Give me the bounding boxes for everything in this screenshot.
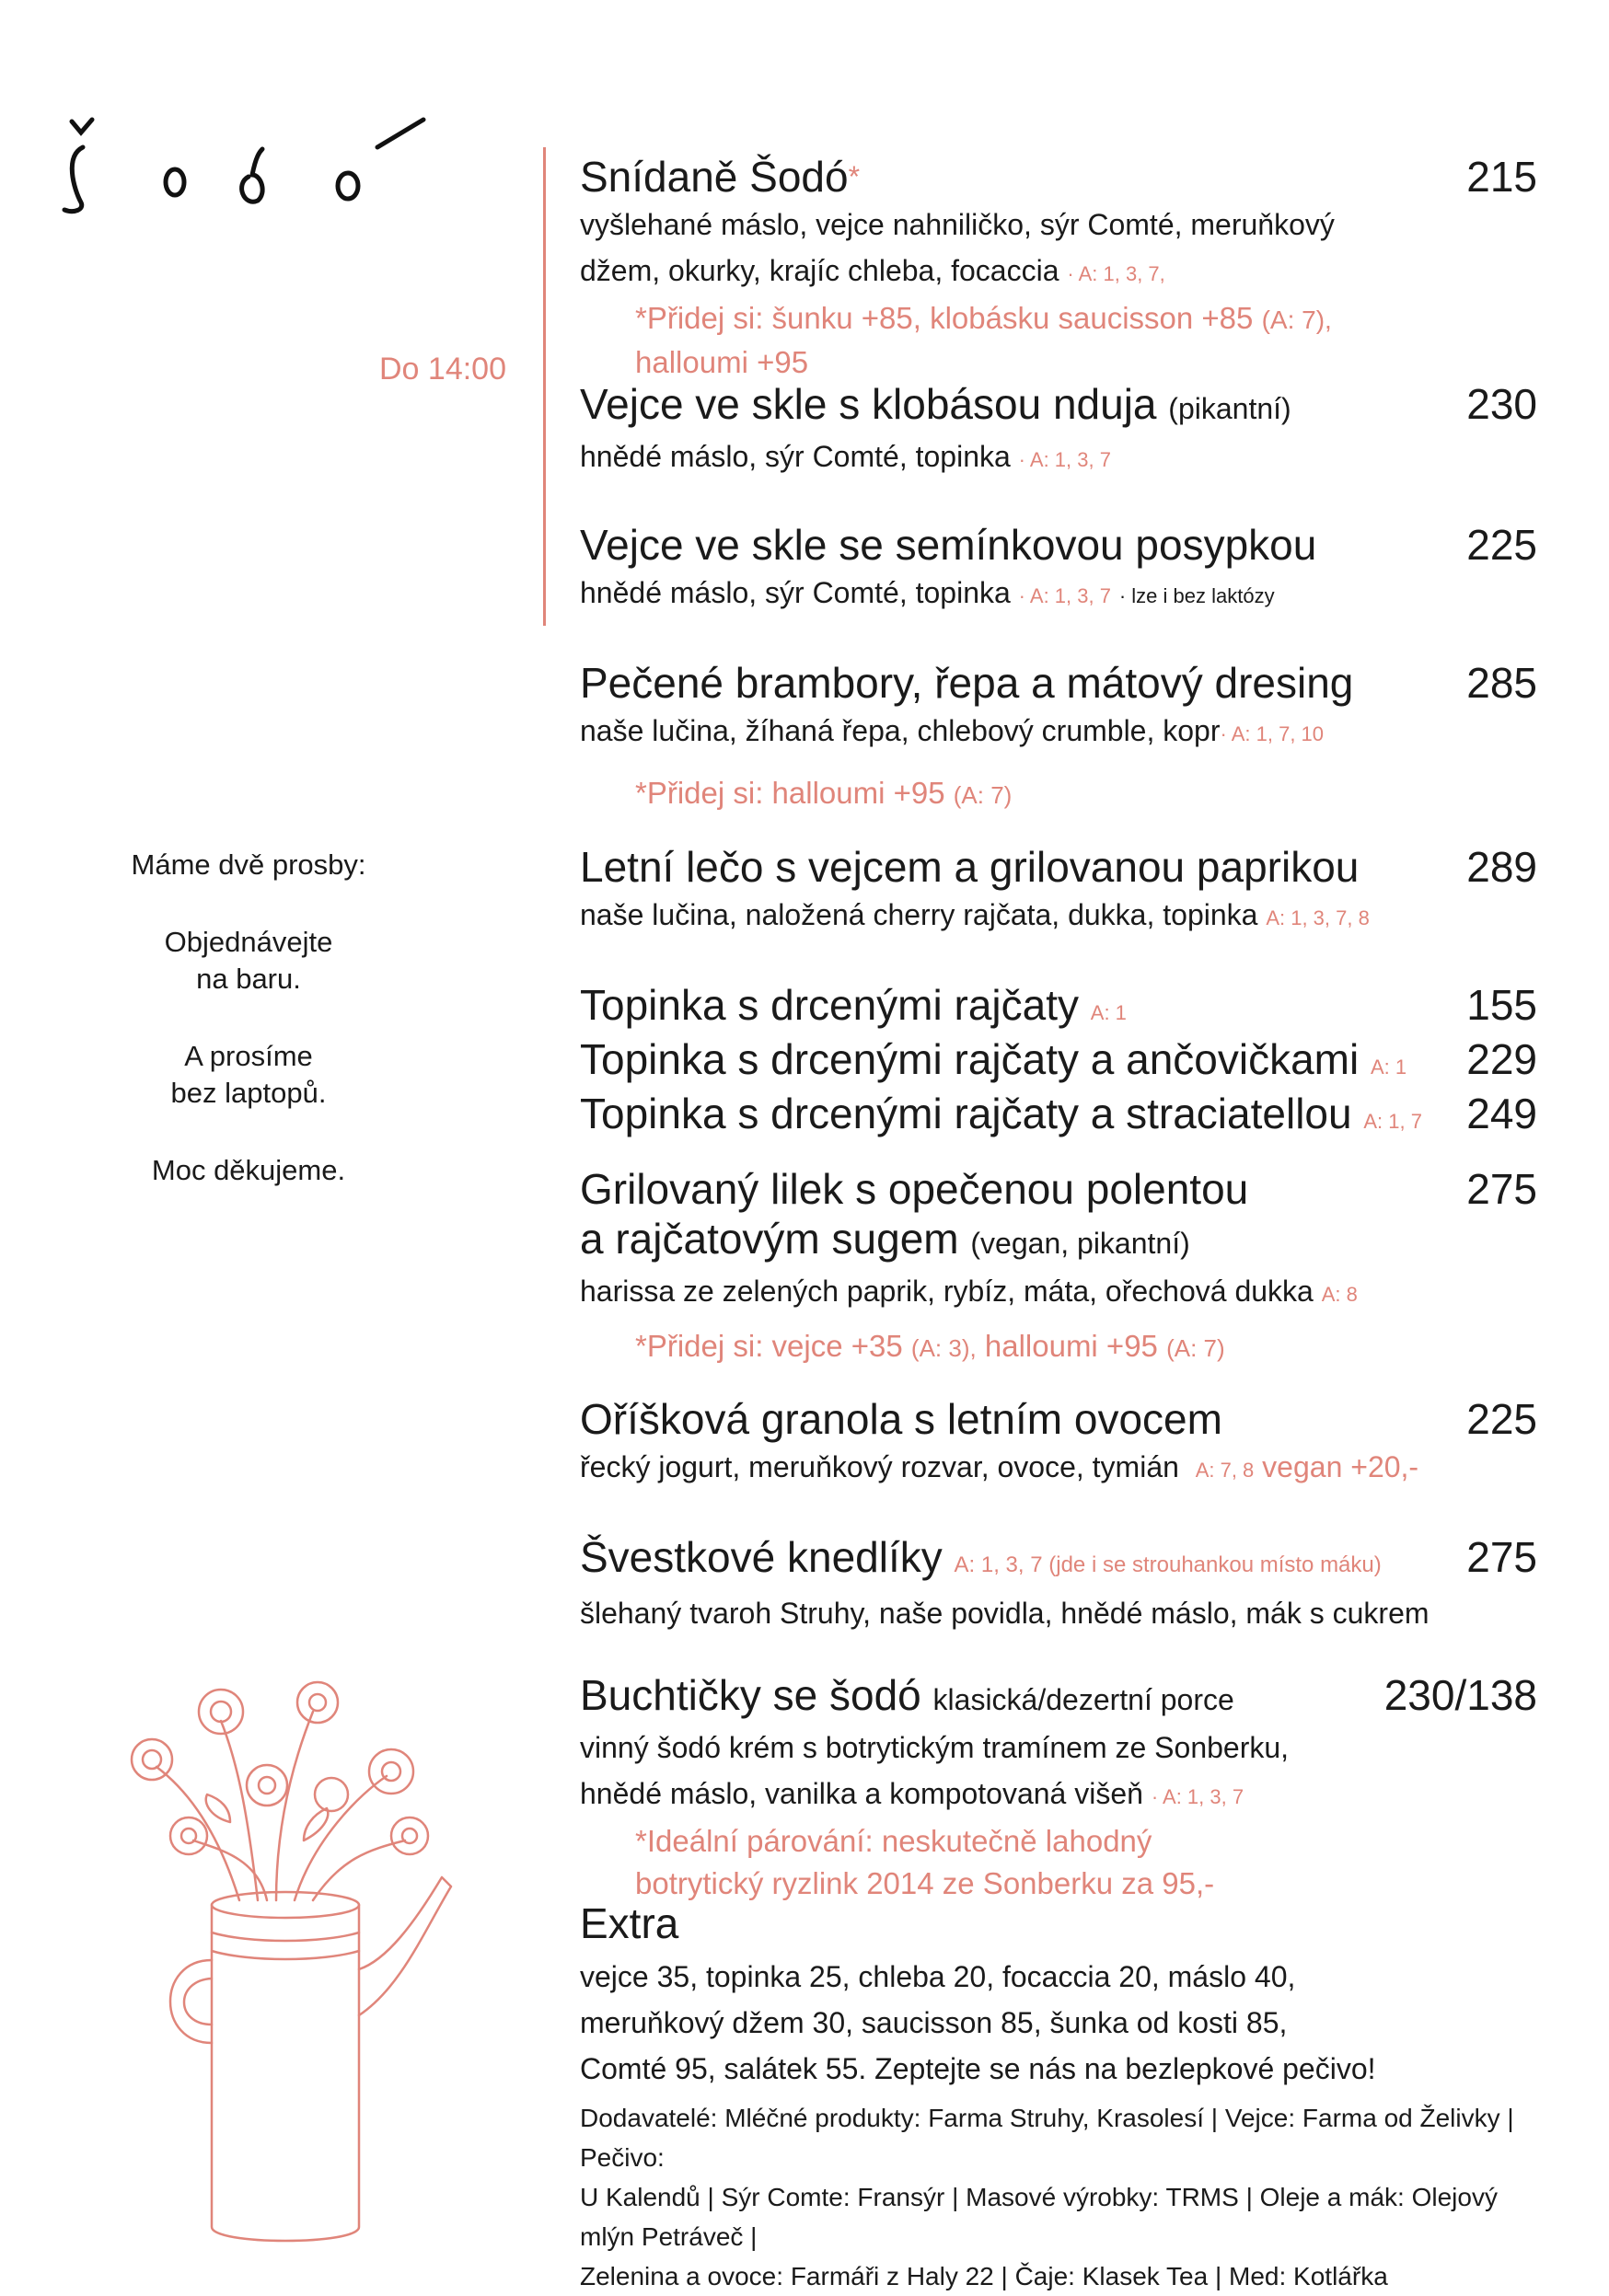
menu-item-title-row: [580, 379, 1537, 433]
allergens: · A: 1, 3, 7,: [1067, 262, 1165, 285]
pairing-text: botrytický ryzlink 2014 ze Sonberku za 95,-: [635, 1866, 1215, 1900]
menu-item-title: Vejce ve skle s klobásou nduja: [580, 380, 1157, 428]
menu-item: [580, 1164, 1537, 1369]
menu-item-price: 229: [1466, 1035, 1537, 1083]
notes-line-2: [55, 924, 442, 998]
description-line: šlehaný tvaroh Struhy, naše povidla, hnědé máslo, mák s cukrem: [580, 1597, 1430, 1630]
menu-item: [580, 1532, 1537, 1636]
menu-item-title-row: [580, 1089, 1537, 1147]
menu-item-description: [580, 1590, 1537, 1636]
description-line: džem, okurky, krajíc chleba, focaccia: [580, 254, 1059, 287]
menu-item: [580, 379, 1537, 483]
extras-line: Comté 95, salátek 55. Zeptejte se nás na bezlepkové pečivo!: [580, 2052, 1376, 2085]
menu-item-title-row: [580, 1164, 1537, 1214]
allergens: A: 1, 3, 7, 8: [1266, 906, 1370, 929]
menu-item-title-row: [580, 520, 1537, 570]
menu-item-price: 275: [1466, 1533, 1537, 1581]
extras-title: Extra: [580, 1899, 679, 1947]
allergens: (A: 7),: [1261, 306, 1332, 334]
menu-item: [580, 842, 1537, 941]
menu-item-price: 225: [1466, 1395, 1537, 1443]
description-line: vinný šodó krém s botrytickým tramínem ze Sonberku,: [580, 1731, 1290, 1764]
menu-item-title: Topinka s drcenými rajčaty: [580, 981, 1079, 1029]
allergens: A: 1, 7: [1363, 1110, 1422, 1133]
allergens: A: 7, 8: [1195, 1459, 1255, 1482]
allergens: (A: 7): [953, 781, 1013, 809]
suppliers-line: Zelenina a ovoce: Farmáři z Haly 22 | Čaje: Klasek Tea | Med: Kotlářka: [580, 2262, 1388, 2290]
allergens: · A: 1, 3, 7: [1018, 448, 1111, 471]
menu-item-title: a rajčatovým sugem: [580, 1215, 959, 1263]
menu-item-description: [580, 1725, 1537, 1820]
vertical-divider: [543, 147, 546, 626]
allergens: (A: 3),: [910, 1334, 977, 1362]
menu-item-price: 230/138: [1383, 1671, 1537, 1719]
notes-line-3b: bez laptopů.: [170, 1077, 327, 1109]
allergens: A: 1: [1371, 1056, 1407, 1079]
description-line: vyšlehané máslo, vejce nahniličko, sýr Comté, meruňkový: [580, 208, 1335, 241]
notes-line-1: Máme dvě prosby:: [131, 848, 366, 881]
menu-item-group: [580, 980, 1537, 1147]
add-on-text: *Přidej si: vejce +35: [635, 1329, 903, 1363]
menu-item-subtitle: klasická/dezertní porce: [932, 1683, 1234, 1716]
menu-item-title-row: [580, 658, 1537, 708]
sodo-logo: [55, 101, 442, 221]
suppliers-line: U Kalendů | Sýr Comte: Fransýr | Masové výrobky: TRMS | Oleje a mák: Olejový mlýn Petráveč |: [580, 2183, 1498, 2251]
menu-item-price: 215: [1466, 153, 1537, 201]
menu-item-title: Vejce ve skle se semínkovou posypkou: [580, 521, 1317, 569]
menu-item-price: 285: [1466, 659, 1537, 707]
description-line: harissa ze zelených paprik, rybíz, máta, ořechová dukka: [580, 1275, 1314, 1308]
menu-item-title: Švestkové knedlíky: [580, 1533, 943, 1581]
notes-line-2a: Objednávejte: [164, 926, 333, 958]
menu-item-title-row: [580, 1670, 1537, 1725]
add-on-text: halloumi +95: [635, 345, 809, 379]
menu-item-title: Topinka s drcenými rajčaty a straciatellou: [580, 1090, 1352, 1137]
menu-item-price: 155: [1466, 981, 1537, 1029]
description-line: naše lučina, žíhaná řepa, chlebový crumble, kopr: [580, 714, 1221, 747]
extras-line: meruňkový džem 30, saucisson 85, šunka od kosti 85,: [580, 2006, 1288, 2039]
menu-item-title: Pečené brambory, řepa a mátový dresing: [580, 659, 1354, 707]
menu-item-description: [580, 708, 1537, 757]
menu-item-description: [580, 570, 1537, 619]
flower-vase-illustration: [83, 1656, 488, 2264]
menu-item-description: [580, 892, 1537, 941]
menu-item-title-row: [580, 152, 1537, 202]
menu-item-title-row: [580, 842, 1537, 892]
hours-label: Do 14:00: [379, 352, 506, 387]
menu-item-title: Buchtičky se šodó: [580, 1671, 921, 1719]
menu-item-price: 275: [1466, 1165, 1537, 1213]
notes-line-2b: na baru.: [196, 963, 301, 995]
allergens: A: 1, 3, 7 (jde i se strouhankou místo máku): [954, 1552, 1382, 1577]
lactose-note: · lze i bez laktózy: [1118, 584, 1275, 607]
menu-item-price: 225: [1466, 521, 1537, 569]
notes-line-4: Moc děkujeme.: [151, 1154, 346, 1186]
notes-line-3a: A prosíme: [184, 1040, 313, 1072]
add-on-note: [580, 772, 1537, 816]
menu-item-description: [580, 1444, 1537, 1494]
menu-item-price: 249: [1466, 1090, 1537, 1137]
asterisk-mark: *: [848, 160, 861, 193]
allergens: · A: 1, 3, 7: [1018, 584, 1111, 607]
menu-item: [580, 1394, 1537, 1494]
description-line: hnědé máslo, vanilka a kompotovaná višeň: [580, 1777, 1143, 1810]
add-on-text: *Přidej si: šunku +85, klobásku saucisson +85: [635, 301, 1254, 335]
customer-notes: [55, 847, 442, 1229]
vegan-surcharge: vegan +20,-: [1262, 1450, 1419, 1483]
allergens: · A: 1, 7, 10: [1220, 722, 1325, 745]
extras-section: [580, 1898, 1537, 2092]
pairing-note: [580, 1820, 1537, 1905]
menu-item-title-row: [580, 1532, 1537, 1590]
menu-item-title-row: [580, 1214, 1537, 1268]
menu-item-title: Letní lečo s vejcem a grilovanou paprikou: [580, 843, 1360, 891]
menu-item-description: [580, 1268, 1537, 1318]
pairing-text: *Ideální párování: neskutečně lahodný: [635, 1824, 1152, 1858]
description-line: hnědé máslo, sýr Comté, topinka: [580, 576, 1011, 609]
allergens: (A: 7): [1166, 1334, 1225, 1362]
menu-item-subtitle: (vegan, pikantní): [970, 1227, 1190, 1260]
menu-item-subtitle: (pikantní): [1168, 392, 1291, 425]
suppliers-line: Dodavatelé: Mléčné produkty: Farma Struhy, Krasolesí | Vejce: Farma od Želivky | Pečivo:: [580, 2104, 1514, 2172]
menu-item: [580, 658, 1537, 816]
add-on-note: [580, 1325, 1537, 1369]
menu-item: [580, 152, 1537, 384]
extras-list: [580, 1954, 1537, 2092]
allergens: · A: 1, 3, 7: [1151, 1785, 1244, 1808]
menu-item-title-row: [580, 980, 1537, 1038]
menu-item-title: Topinka s drcenými rajčaty a ančovičkami: [580, 1035, 1360, 1083]
notes-line-3: [55, 1038, 442, 1112]
menu-item-title: Snídaně Šodó: [580, 153, 849, 201]
description-line: hnědé máslo, sýr Comté, topinka: [580, 440, 1011, 473]
add-on-text: *Přidej si: halloumi +95: [635, 776, 945, 810]
menu-item-title: Oříšková granola s letním ovocem: [580, 1395, 1222, 1443]
menu-item-description: [580, 202, 1537, 297]
menu-item-price: 289: [1466, 843, 1537, 891]
add-on-text: halloumi +95: [976, 1329, 1158, 1363]
menu-item-title: Grilovaný lilek s opečenou polentou: [580, 1165, 1249, 1213]
add-on-note: [580, 297, 1537, 384]
extras-line: vejce 35, topinka 25, chleba 20, focaccia 20, máslo 40,: [580, 1960, 1296, 1993]
description-line: naše lučina, naložená cherry rajčata, dukka, topinka: [580, 898, 1258, 931]
menu-item-description: [580, 433, 1537, 483]
description-line: řecký jogurt, meruňkový rozvar, ovoce, tymián: [580, 1450, 1179, 1483]
menu-item-price: 230: [1466, 380, 1537, 428]
menu-item: [580, 520, 1537, 619]
allergens: A: 1: [1090, 1001, 1127, 1024]
menu-item: [580, 1670, 1537, 1905]
suppliers-list: [580, 2098, 1537, 2296]
menu-item-title-row: [580, 1034, 1537, 1092]
menu-item-title-row: [580, 1394, 1537, 1444]
allergens: A: 8: [1321, 1283, 1358, 1306]
